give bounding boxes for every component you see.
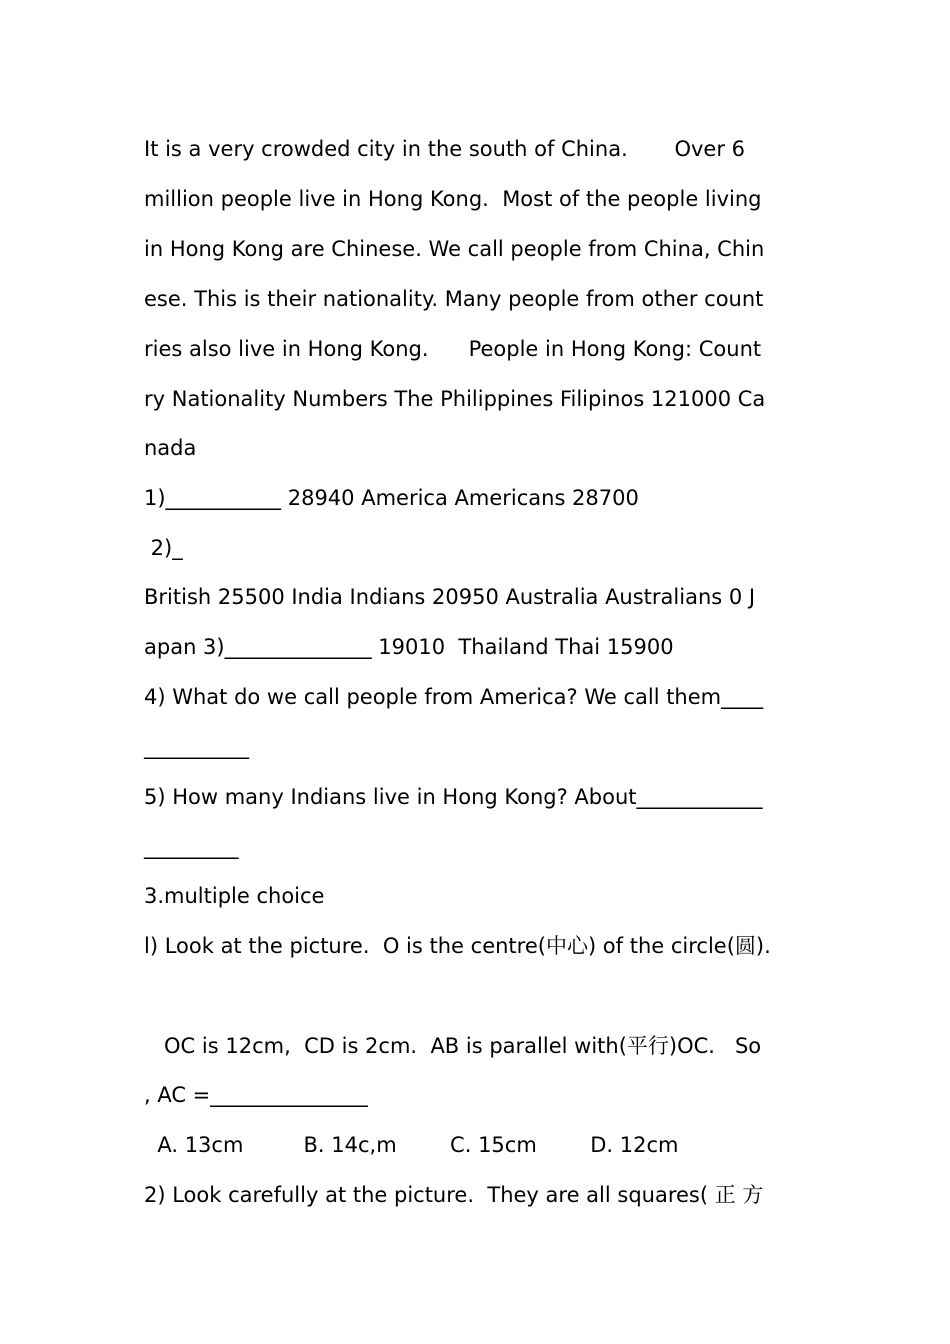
mc-question-1-answer-blank: , AC =_______________ [144,1083,368,1107]
text-line-5: ries also live in Hong Kong. People in Hong Kong: Count [144,337,762,361]
question-5-blank: _________ [144,835,239,859]
mc-question-1-options: A. 13cm B. 14c,m C. 15cm D. 12cm [144,1133,679,1157]
question-5-line: 5) How many Indians live in Hong Kong? About____________ [144,785,763,809]
section-heading-multiple-choice: 3.multiple choice [144,884,325,908]
mc-question-1-detail: OC is 12cm, CD is 2cm. AB is parallel with(平行)OC. So [144,1034,762,1058]
text-line-6: ry Nationality Numbers The Philippines Filipinos 121000 Ca [144,387,766,411]
question-3-line: apan 3)______________ 19010 Thailand Thai 15900 [144,635,674,659]
question-1-line: 1)___________ 28940 America Americans 28700 [144,486,639,510]
text-line-10: British 25500 India Indians 20950 Australia Australians 0 J [144,585,756,609]
question-4-line: 4) What do we call people from America? We call them____ [144,685,764,709]
text-line-7: nada [144,436,197,460]
text-line-4: ese. This is their nationality. Many people from other count [144,287,764,311]
text-line-1: It is a very crowded city in the south of China. Over 6 [144,137,746,161]
mc-question-1: l) Look at the picture. O is the centre(中心) of the circle(圆). [144,934,771,958]
question-2-line: 2)_ [144,536,183,560]
text-line-2: million people live in Hong Kong. Most of the people living [144,187,762,211]
question-4-blank: __________ [144,735,249,759]
text-line-3: in Hong Kong are Chinese. We call people from China, Chin [144,237,765,261]
mc-question-2: 2) Look carefully at the picture. They are all squares( 正 方 [144,1183,764,1207]
